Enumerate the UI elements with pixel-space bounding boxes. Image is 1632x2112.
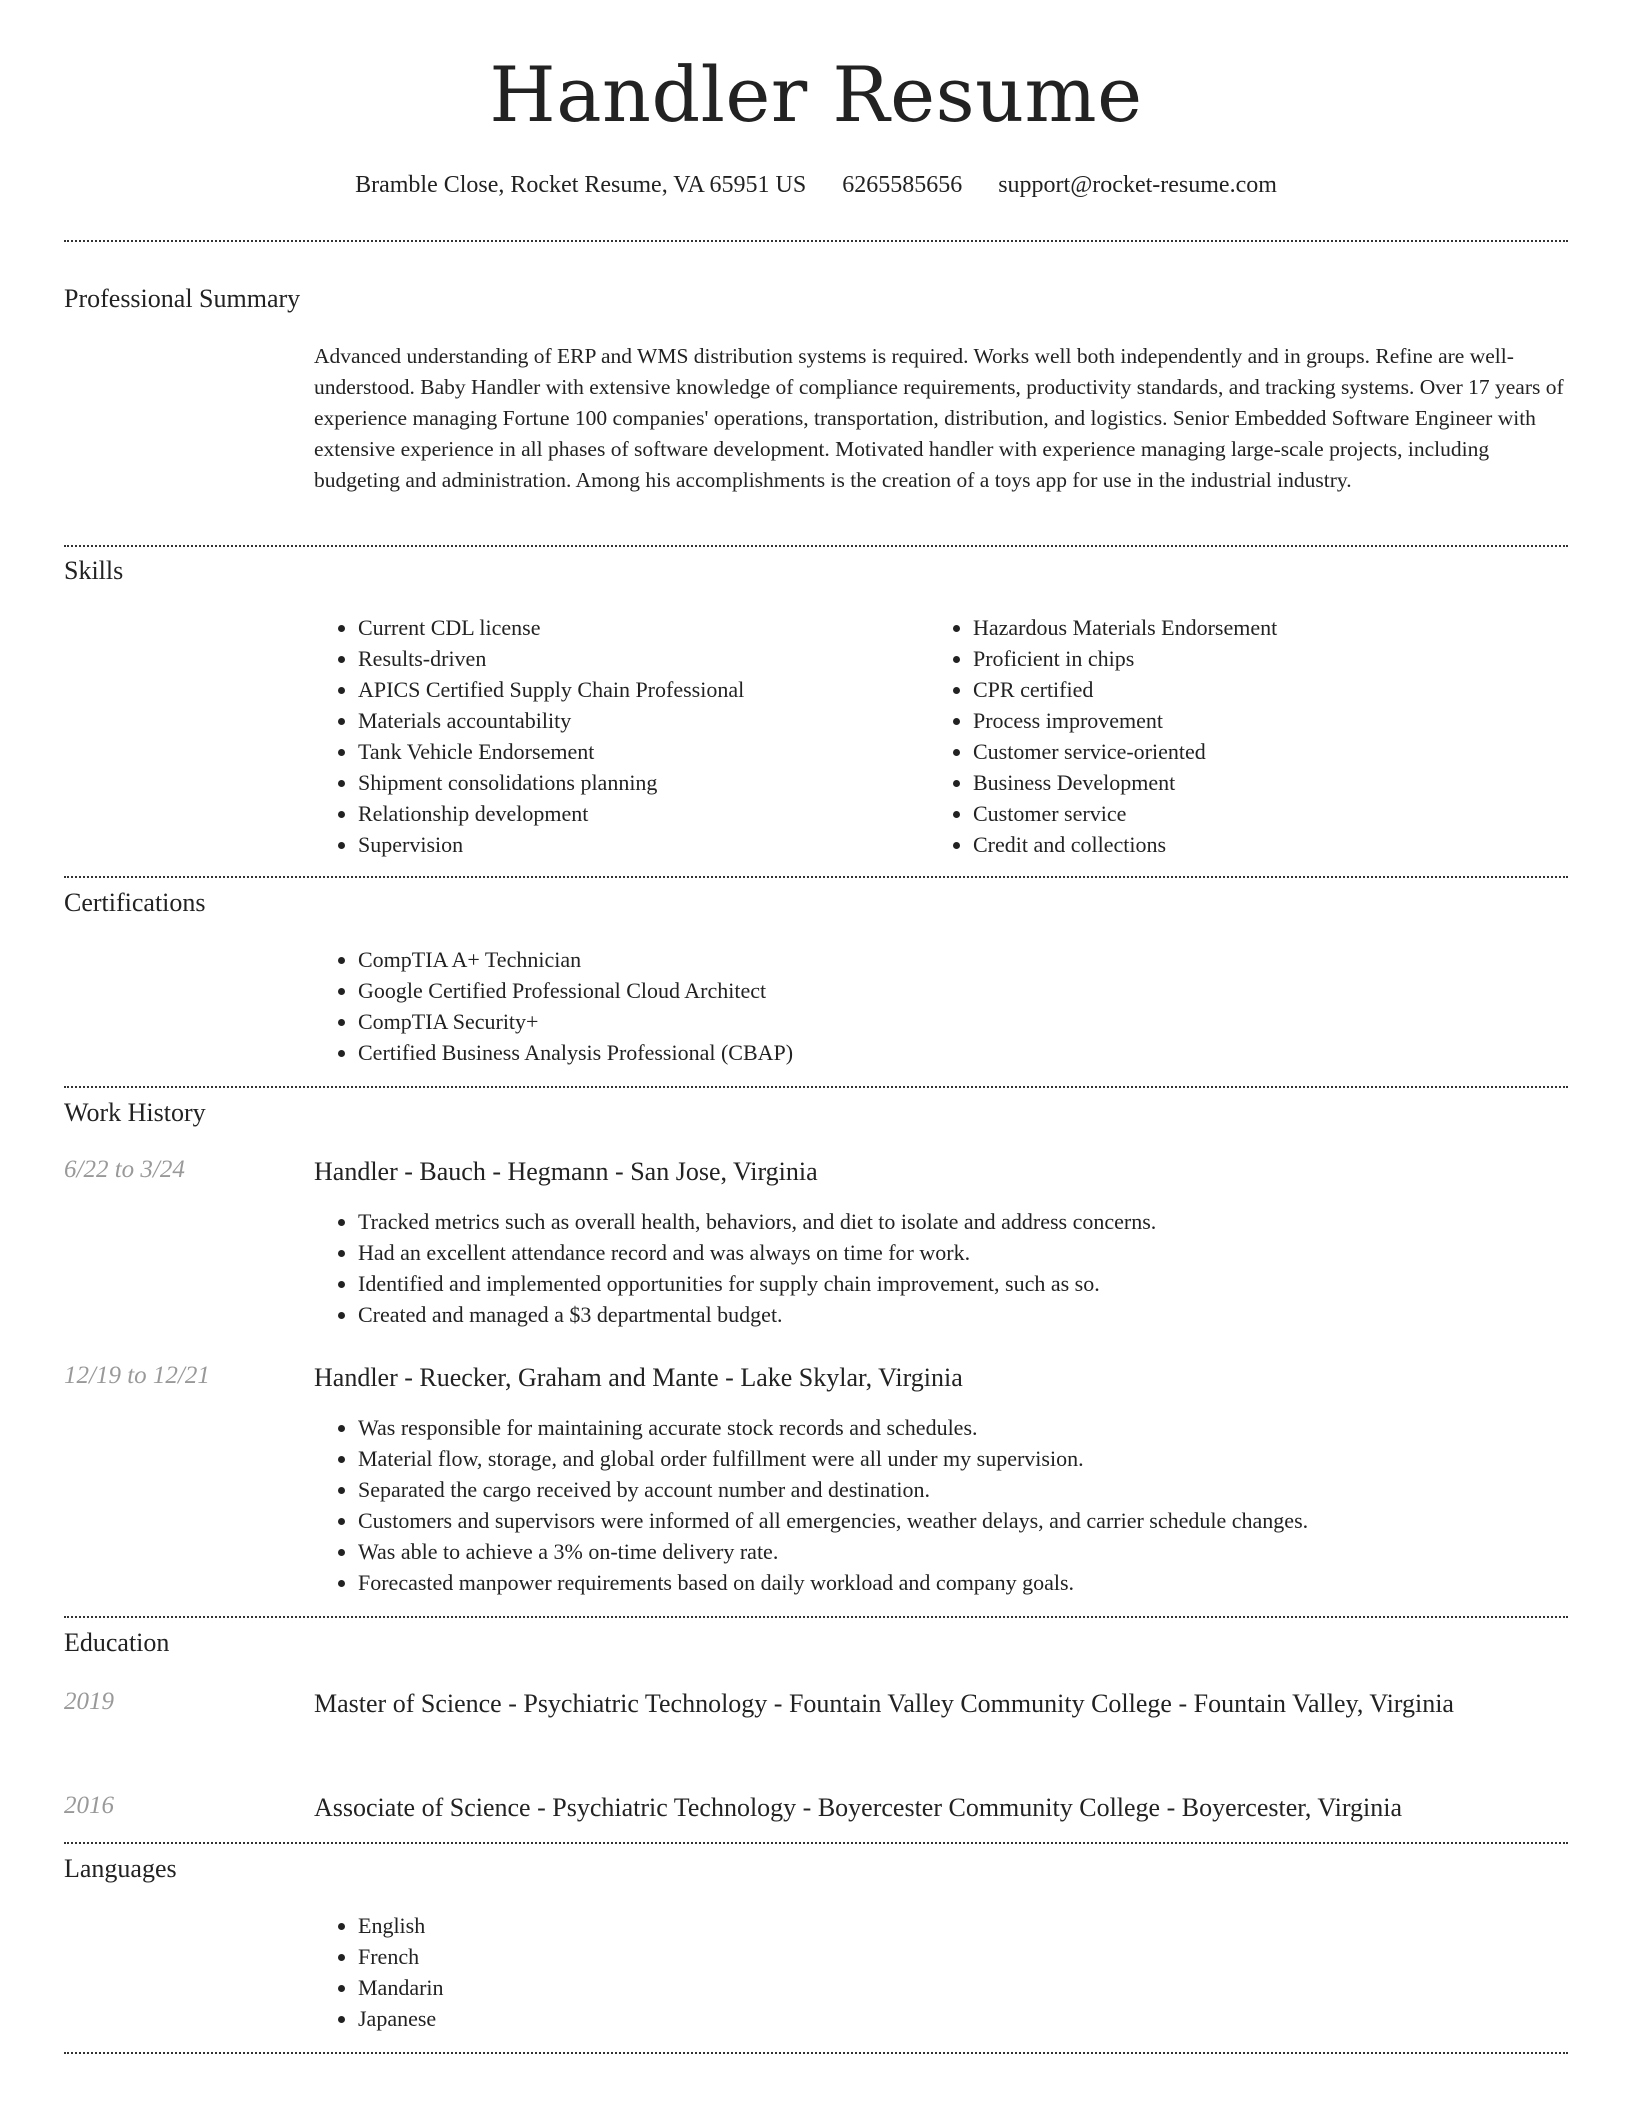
list-item: • Proficient in chips: [973, 643, 1573, 674]
list-item: • Tracked metrics such as overall health, behaviors, and diet to isolate and address concerns.: [358, 1206, 1608, 1237]
languages-list: [314, 1910, 958, 2034]
divider: [64, 1616, 1568, 1618]
list-item: • Shipment consolidations planning: [358, 767, 918, 798]
list-item: • Hazardous Materials Endorsement: [973, 612, 1573, 643]
job-title: Handler - Ruecker, Graham and Mante - Lake Skylar, Virginia: [314, 1363, 963, 1392]
list-item: • Supervision: [358, 829, 918, 860]
skills-heading: Skills: [64, 556, 124, 585]
list-item: • Forecasted manpower requirements based on daily workload and company goals.: [358, 1567, 1608, 1598]
job-bullets: [314, 1412, 1608, 1598]
education-title: Master of Science - Psychiatric Technology - Fountain Valley Community College - Fountain Valley, Virginia: [314, 1689, 1454, 1718]
list-item: • CompTIA Security+: [358, 1006, 1558, 1037]
list-item: • English: [358, 1910, 958, 1941]
education-year: 2016: [64, 1792, 114, 1819]
list-item: • Was responsible for maintaining accurate stock records and schedules.: [358, 1412, 1608, 1443]
divider: [64, 876, 1568, 878]
list-item: • Material flow, storage, and global order fulfillment were all under my supervision.: [358, 1443, 1608, 1474]
list-item: • Created and managed a $3 departmental budget.: [358, 1299, 1608, 1330]
job-title: Handler - Bauch - Hegmann - San Jose, Virginia: [314, 1157, 818, 1186]
summary-heading: Professional Summary: [64, 284, 301, 313]
contact-email: support@rocket-resume.com: [998, 172, 1277, 198]
job-dates: 12/19 to 12/21: [64, 1362, 210, 1389]
list-item: • Tank Vehicle Endorsement: [358, 736, 918, 767]
list-item: • CPR certified: [973, 674, 1573, 705]
list-item: • French: [358, 1941, 958, 1972]
divider: [64, 240, 1568, 242]
list-item: • Customer service-oriented: [973, 736, 1573, 767]
list-item: • APICS Certified Supply Chain Professional: [358, 674, 918, 705]
divider: [64, 1842, 1568, 1844]
resume-title: Handler Resume: [489, 50, 1143, 139]
list-item: • Japanese: [358, 2003, 958, 2034]
list-item: • Business Development: [973, 767, 1573, 798]
summary-text: Advanced understanding of ERP and WMS distribution systems is required. Works well both independently and in groups. Refine are well-understood. Baby Handler with extensive knowledge of compliance requirements, productivity standards, and tracking systems. Over 17 years of experience managing Fortune 100 companies' operations, transportation, distribution, and logistics. Senior Embedded Software Engineer with extensive experience in all phases of software development. Motivated handler with experience managing large-scale projects, including budgeting and administration. Among his accomplishments is the creation of a toys app for use in the industrial industry.: [314, 344, 1564, 492]
contact-address: Bramble Close, Rocket Resume, VA 65951 US: [355, 172, 807, 198]
work-heading: Work History: [64, 1098, 206, 1127]
list-item: • Certified Business Analysis Professional (CBAP): [358, 1037, 1558, 1068]
certifications-heading: Certifications: [64, 888, 206, 917]
list-item: • Identified and implemented opportunities for supply chain improvement, such as so.: [358, 1268, 1608, 1299]
divider: [64, 2052, 1568, 2054]
list-item: • Was able to achieve a 3% on-time delivery rate.: [358, 1536, 1608, 1567]
languages-heading: Languages: [64, 1854, 177, 1883]
list-item: • Process improvement: [973, 705, 1573, 736]
list-item: • Separated the cargo received by account number and destination.: [358, 1474, 1608, 1505]
list-item: • Had an excellent attendance record and was always on time for work.: [358, 1237, 1608, 1268]
skills-list-left: [314, 612, 918, 860]
contact-phone: 6265585656: [842, 172, 963, 198]
list-item: • Customers and supervisors were informed of all emergencies, weather delays, and carrier schedule changes.: [358, 1505, 1608, 1536]
certifications-list: [314, 944, 1558, 1068]
skills-list-right: [929, 612, 1573, 860]
list-item: • Credit and collections: [973, 829, 1573, 860]
list-item: • Relationship development: [358, 798, 918, 829]
divider: [64, 545, 1568, 547]
education-year: 2019: [64, 1688, 114, 1715]
contact-line: [0, 172, 1632, 199]
list-item: • Materials accountability: [358, 705, 918, 736]
job-dates: 6/22 to 3/24: [64, 1156, 185, 1183]
education-title: Associate of Science - Psychiatric Technology - Boyercester Community College - Boyercester, Virginia: [314, 1793, 1403, 1822]
list-item: • Results-driven: [358, 643, 918, 674]
education-heading: Education: [64, 1628, 170, 1657]
list-item: • Google Certified Professional Cloud Architect: [358, 975, 1558, 1006]
job-bullets: [314, 1206, 1608, 1330]
list-item: • Mandarin: [358, 1972, 958, 2003]
divider: [64, 1086, 1568, 1088]
list-item: • Current CDL license: [358, 612, 918, 643]
list-item: • Customer service: [973, 798, 1573, 829]
list-item: • CompTIA A+ Technician: [358, 944, 1558, 975]
